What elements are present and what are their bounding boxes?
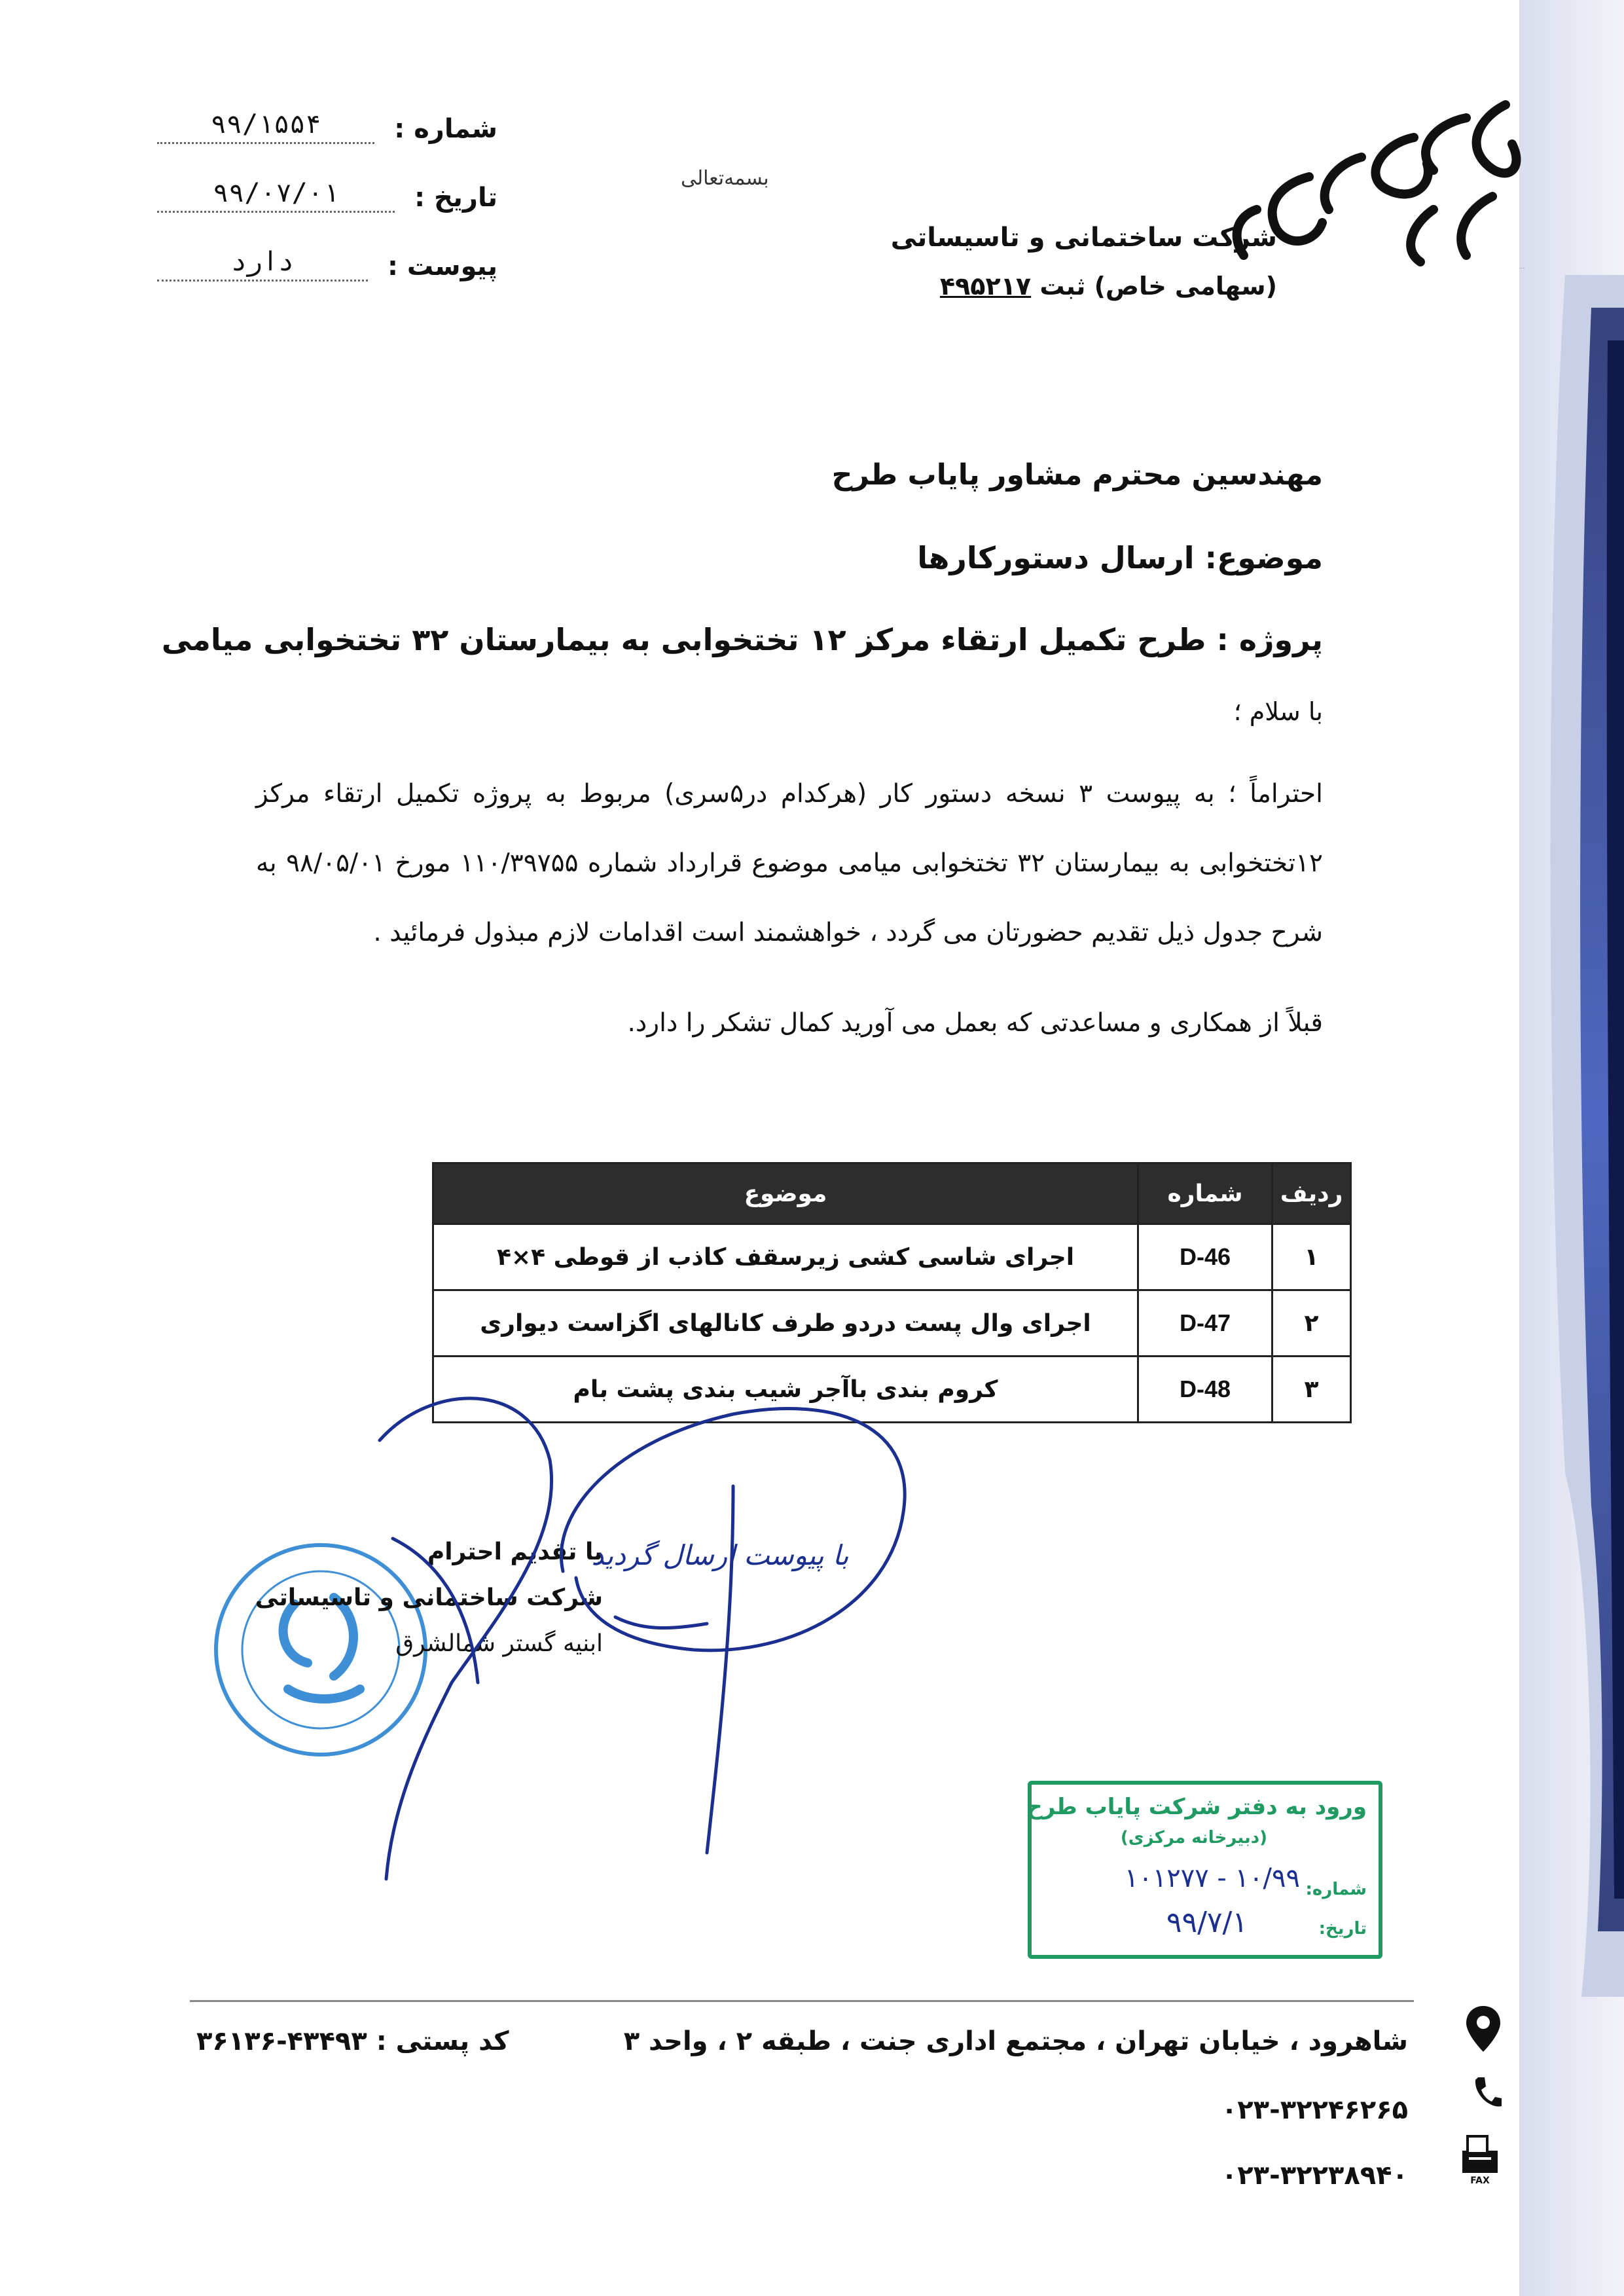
header-row-no: ردیف	[1272, 1163, 1351, 1224]
postal-label: کد پستی :	[376, 2026, 509, 2056]
decorative-side-band	[1519, 0, 1624, 2296]
footer-phone: ۰۲۳-۳۲۲۴۶۲۶۵	[1221, 2095, 1408, 2125]
row-subject: کروم بندی باآجر شیب بندی پشت بام	[433, 1357, 1138, 1423]
stamp-title: ورود به دفتر شرکت پایاب طرح	[1026, 1794, 1367, 1820]
header-subject: موضوع	[433, 1163, 1138, 1224]
signature-line-1: با تقدیم احترام	[427, 1539, 603, 1565]
attachment-label: پیوست :	[387, 251, 497, 282]
company-name: شرکت ساختمانی و تاسیساتی	[890, 223, 1277, 253]
table-row	[433, 1224, 1351, 1290]
letter-date-row	[157, 173, 497, 213]
date-value: ۹۹/۰۷/۰۱	[157, 178, 395, 213]
footer-fax: ۰۲۳-۳۲۲۳۸۹۴۰	[1221, 2160, 1408, 2191]
stamp-subtitle: (دبیرخانه مرکزی)	[1120, 1828, 1267, 1848]
number-label: شماره :	[394, 114, 497, 144]
date-label: تاریخ :	[414, 183, 497, 213]
row-subject: اجرای وال پست دردو طرف کانالهای اگزاست دیواری	[433, 1290, 1138, 1357]
subject-line: موضوع: ارسال دستورکارها	[917, 540, 1323, 575]
stamp-date-value: ۹۹/۷/۱	[1166, 1906, 1248, 1939]
signature-line-3: ابنیه گستر شمالشرق	[395, 1630, 603, 1657]
attachment-value: دارد	[157, 247, 368, 282]
row-subject: اجرای شاسی کشی زیرسقف کاذب از قوطی ۴×۴	[433, 1224, 1138, 1290]
besmellah: بسمه‌تعالی	[681, 167, 769, 190]
received-stamp	[1028, 1781, 1382, 1959]
registration-prefix: (سهامی خاص) ثبت	[1039, 272, 1277, 301]
letter-attachment-row	[157, 242, 497, 282]
number-value: ۹۹/۱۵۵۴	[157, 109, 374, 144]
project-line: پروژه : طرح تکمیل ارتقاء مرکز ۱۲ تختخوابی به بیمارستان ۳۲ تختخوابی میامی	[161, 622, 1323, 657]
row-code: D-47	[1138, 1290, 1272, 1357]
row-number: ۲	[1272, 1290, 1351, 1357]
thanks-line: قبلاً از همکاری و مساعدتی که بعمل می آورید کمال تشکر را دارد.	[627, 1008, 1323, 1038]
stamp-date-label: تاریخ:	[1318, 1919, 1367, 1939]
company-registration	[940, 272, 1277, 301]
phone-icon	[1470, 2072, 1503, 2111]
greeting: با سلام ؛	[1233, 697, 1323, 726]
letter-paragraph: احتراماً ؛ به پیوست ۳ نسخه دستور کار (هرکدام در۵سری) مربوط به پروژه تکمیل ارتقاء مرکز ۱۲تختخوابی به بیمارستان ۳۲ تختخوابی میامی موضوع قرارداد شماره ۱۱۰/۳۹۷۵۵ مورخ ۹۸/۰۵/۰۱ به شرح جدول ذیل تقدیم حضورتان می گردد ، خواهشمند است اقدامات لازم مبذول فرمائید .	[256, 779, 1323, 947]
logo-alt: ابنیه گستر شمالشرق	[1519, 268, 1525, 269]
postal-value: ۳۶۱۳۶-۴۳۴۹۳	[196, 2026, 367, 2056]
signature-line-2: شرکت ساختمانی و تاسیساتی	[255, 1584, 603, 1611]
footer-postal	[196, 2026, 509, 2056]
stamp-number-label: شماره:	[1305, 1880, 1367, 1899]
fax-icon-label: FAX	[1470, 2176, 1490, 2186]
letter-number-row	[157, 105, 497, 144]
header-code: شماره	[1138, 1163, 1272, 1224]
location-pin-icon	[1464, 2003, 1503, 2056]
row-code: D-46	[1138, 1224, 1272, 1290]
recipient: مهندسین محترم مشاور پایاب طرح	[831, 458, 1323, 492]
row-code: D-48	[1138, 1357, 1272, 1423]
registration-number: ۴۹۵۲۱۷	[939, 272, 1032, 301]
stamp-number-value: ۱۰/۹۹ - ۱۰۱۲۷۷	[1124, 1863, 1300, 1893]
table-header-row	[433, 1163, 1351, 1224]
footer-divider	[190, 2000, 1414, 2002]
footer-address: شاهرود ، خیابان تهران ، مجتمع اداری جنت ، طبقه ۲ ، واحد ۳	[623, 2026, 1408, 2056]
row-number: ۱	[1272, 1224, 1351, 1290]
row-number: ۳	[1272, 1357, 1351, 1423]
fax-icon	[1457, 2131, 1503, 2187]
handwritten-note: با پیوست ارسال گردید	[591, 1539, 849, 1571]
